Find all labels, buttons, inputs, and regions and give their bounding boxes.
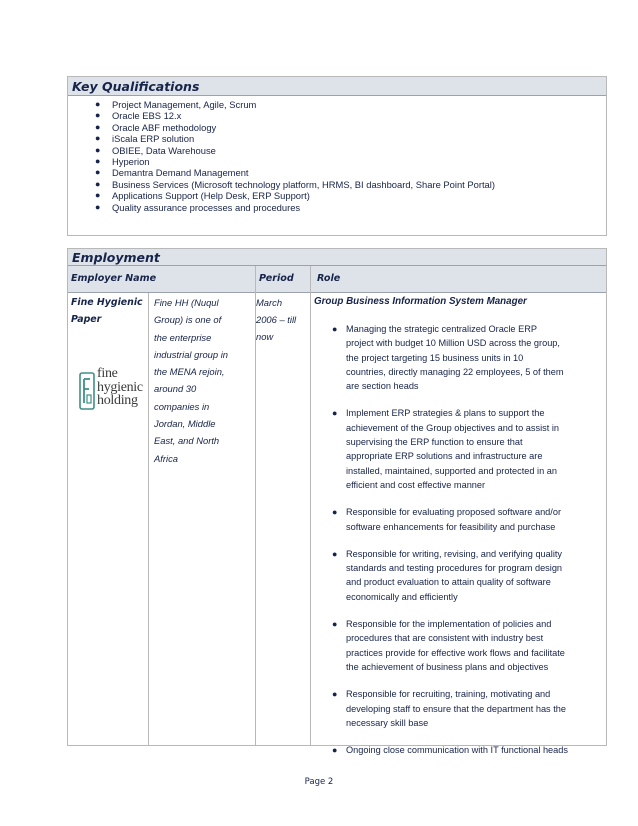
list-item: ● Responsible for writing, revising, and verifying quality standards and testing procedures for program design and product evaluation to attain quality of software economically and efficiently [332, 548, 563, 602]
bullet-icon: ● [332, 324, 338, 334]
list-item: ● iScala ERP solution [95, 133, 195, 145]
bullet-icon: ● [95, 99, 101, 109]
bullet-icon: ● [332, 619, 338, 630]
bullet-icon: ● [95, 133, 101, 144]
bullet-icon: ● [95, 144, 101, 155]
employment-heading: Employment [68, 249, 606, 266]
list-item: ● Project Management, Agile, Scrum [95, 99, 257, 110]
list-item: ● Demantra Demand Management [95, 167, 249, 179]
column-header-role: Role [317, 273, 341, 284]
column-header-employer: Employer Name [71, 273, 157, 284]
list-item: ● Oracle ABF methodology [95, 121, 217, 133]
employment-period: March 2006 – till now [256, 297, 297, 342]
role-title: Group Business Information System Manager [314, 296, 527, 307]
column-header-period: Period [259, 273, 294, 284]
column-divider [148, 293, 149, 745]
employment-table-header [68, 266, 606, 293]
employer-description: Fine HH (Nuqul Group) is one of the enterprise industrial group in the MENA rejoin, around 30 companies in Jordan, Middle East, and North Africa [154, 297, 229, 464]
bullet-icon: ● [95, 178, 101, 189]
bullet-icon: ● [332, 689, 338, 700]
bullet-icon: ● [332, 548, 338, 559]
list-item: ● Hyperion [95, 156, 150, 168]
qualifications-list [95, 99, 606, 213]
list-item: ● Applications Support (Help Desk, ERP Support) [95, 190, 310, 202]
bullet-icon: ● [95, 121, 101, 132]
employment-role [314, 294, 604, 757]
list-item: ● Ongoing close communication with IT functional heads [314, 743, 604, 757]
list-item: ● Responsible for the implementation of policies and procedures that are consistent with industry best practices provide for effective work flows and facilitate the achievement of business plans and objectives [332, 619, 565, 672]
bullet-icon: ● [95, 201, 101, 212]
list-item: ● Responsible for recruiting, training, motivating and developing staff to ensure that the department has the necessary skill base [332, 689, 566, 728]
list-item: ● Business Services (Microsoft technology platform, HRMS, BI dashboard, Share Point Portal) [95, 178, 495, 190]
list-item: ● Implement ERP strategies & plans to support the achievement of the Group objectives and to assist in supervising the ERP function to ensure that appropriate ERP solutions and infrastructure are installed, maintained, supported and protected in an efficient and cost effective manner [332, 408, 559, 490]
bullet-icon: ● [95, 167, 101, 178]
bullet-icon: ● [95, 110, 101, 121]
key-qualifications-section [67, 76, 607, 236]
logo-wordmark: fine hygienic holding [97, 366, 143, 408]
list-item: ● Responsible for evaluating proposed software and/or software enhancements for feasibility and purchase [332, 507, 562, 532]
bullet-icon: ● [95, 156, 101, 167]
page-number: Page 2 [304, 777, 334, 787]
bullet-icon: ● [332, 507, 338, 518]
logo-mark-icon [78, 369, 96, 413]
fine-hygienic-holding-logo [78, 367, 153, 417]
list-item: ● Managing the strategic centralized Oracle ERP project with budget 10 Million USD across the group, the project targeting 15 business units in 10 countries, directly managing 22 employees, 5 of them are section heads [332, 324, 564, 392]
list-item: ● OBIEE, Data Warehouse [95, 144, 216, 156]
employer-name: Fine Hygienic Paper [71, 297, 143, 325]
list-item: ● Quality assurance processes and procedures [95, 201, 301, 213]
key-qualifications-heading: Key Qualifications [68, 77, 606, 96]
employment-section [67, 248, 607, 756]
list-item: ● Oracle EBS 12.x [95, 110, 182, 122]
bullet-icon: ● [332, 745, 338, 756]
bullet-icon: ● [332, 408, 338, 419]
bullet-icon: ● [95, 190, 101, 201]
